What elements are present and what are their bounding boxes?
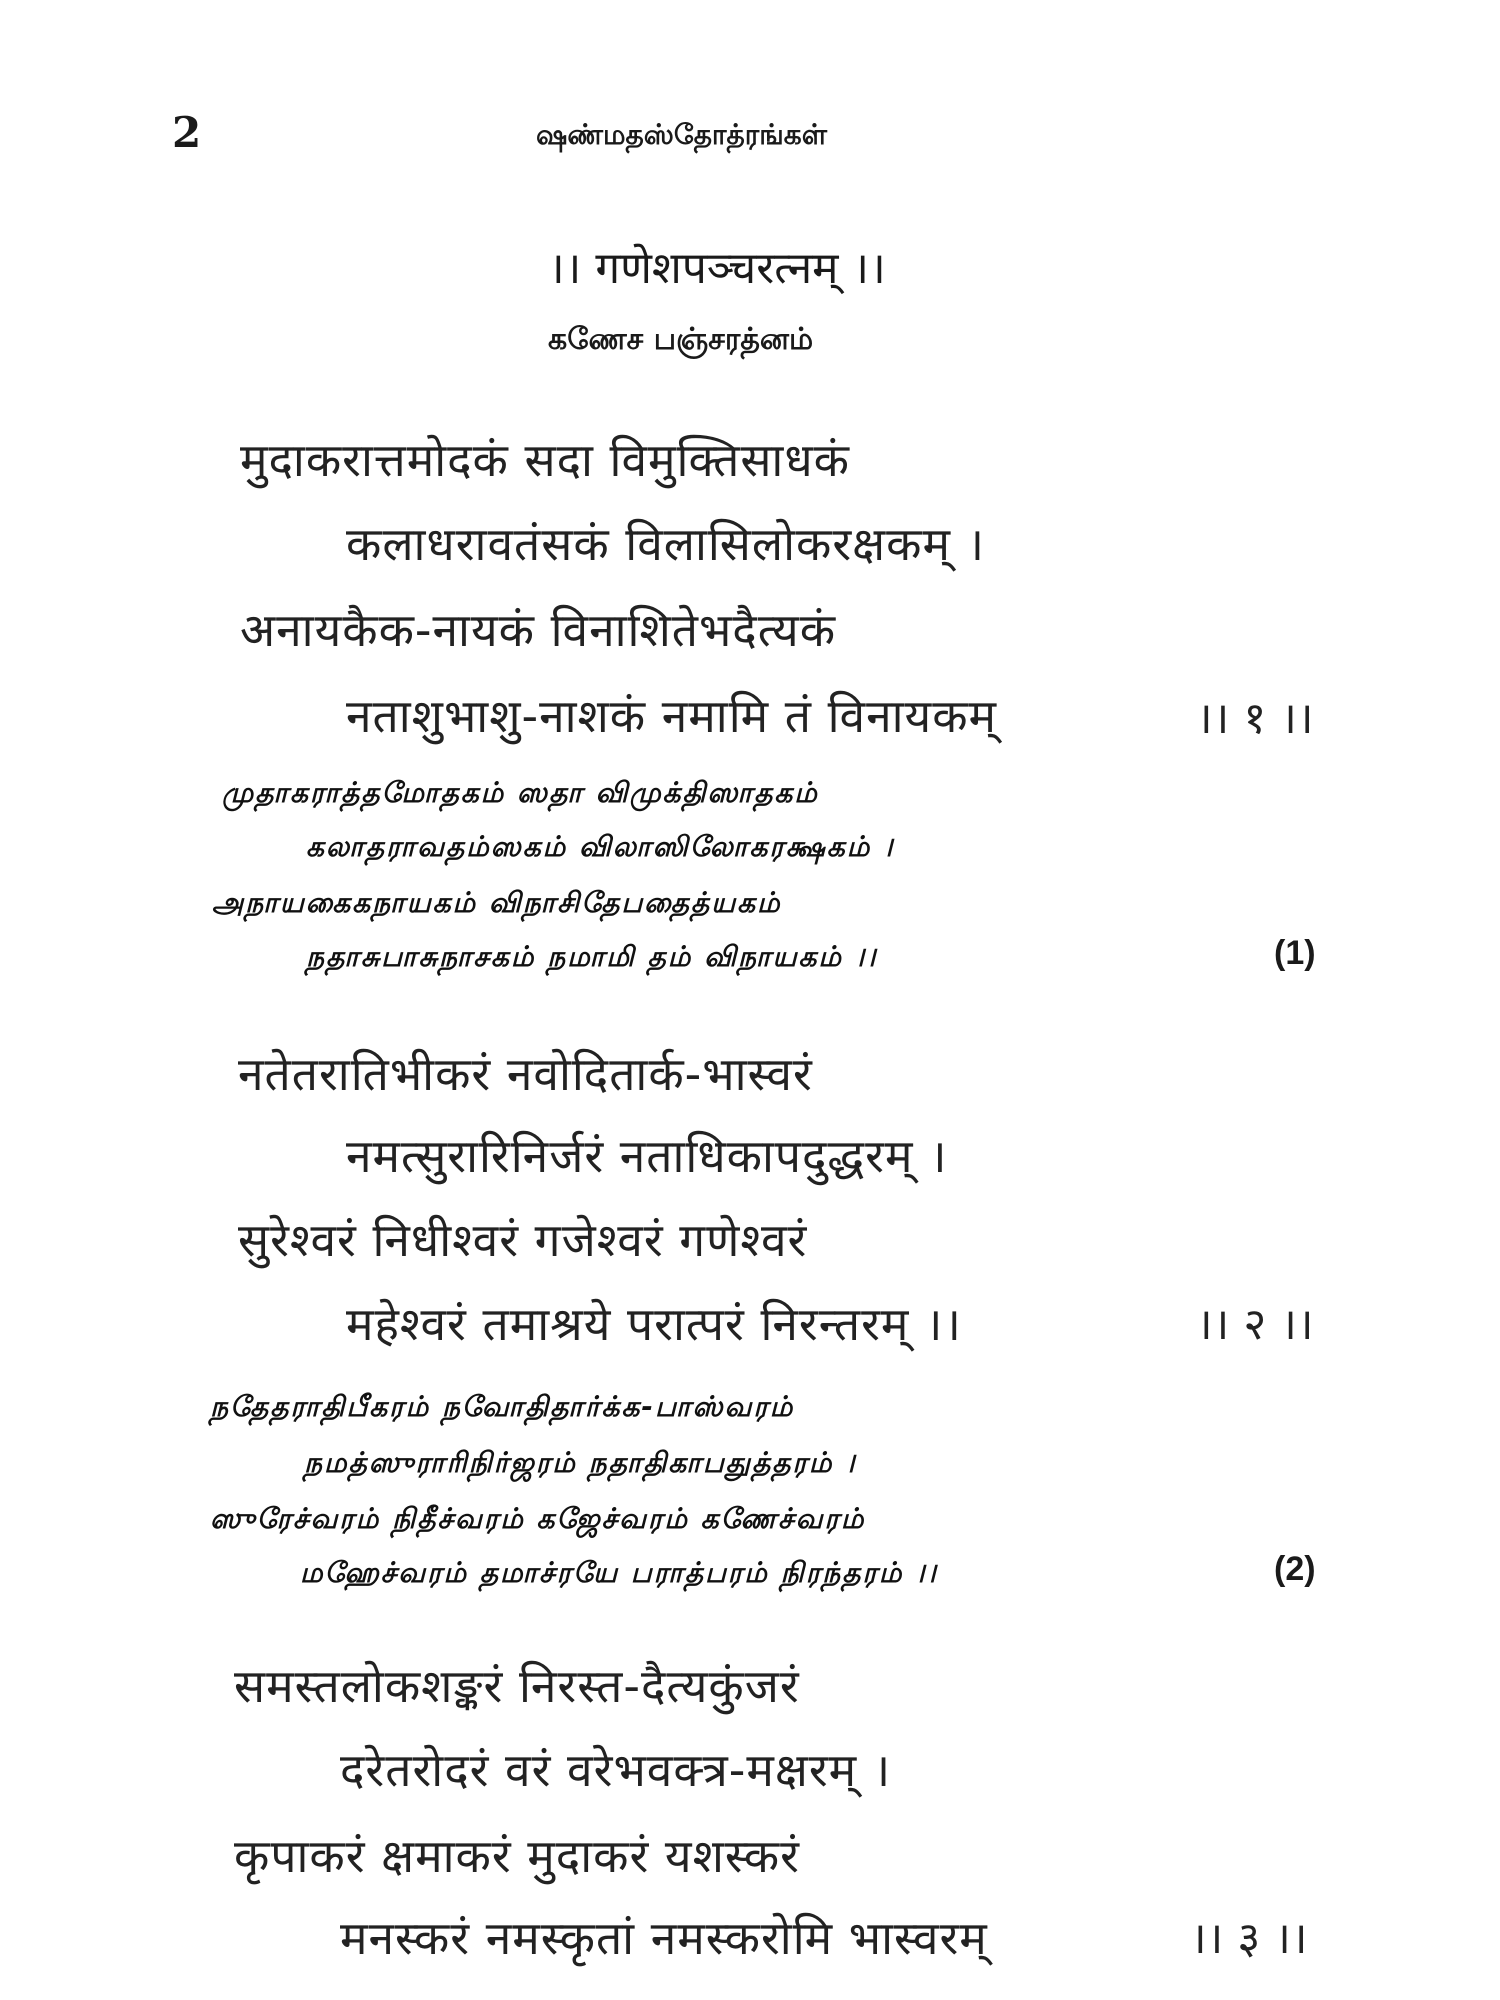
verse-3-devanagari-line-1: समस्तलोकशङ्करं निरस्त-दैत्यकुंजरं [234,1659,800,1713]
verse-1-devanagari-line-2: कलाधरावतंसकं विलासिलोकरक्षकम् । [346,517,986,571]
verse-1-devanagari-line-4: नताशुभाशु-नाशकं नमामि तं विनायकम् [346,689,998,743]
running-header: ஷண்மதஸ்தோத்ரங்கள் [536,118,827,151]
verse-2-devanagari-line-3: सुरेश्वरं निधीश्वरं गजेश्वरं गणेश्वरं [238,1213,808,1267]
verse-2-tamil-line-2: நமத்ஸுராரிநிர்ஜரம் நதாதிகாபதுத்தரம் । [304,1446,857,1479]
verse-1-devanagari-number: ।। १ ।। [1196,693,1314,744]
page-number: 2 [172,108,202,157]
verse-2-tamil-line-1: நதேதராதிபீகரம் நவோதிதார்க்க-பாஸ்வரம் [210,1390,795,1423]
verse-1-tamil-number: (1) [1274,934,1316,972]
verse-1-tamil-line-2: கலாதராவதம்ஸகம் விலாஸிலோகரக்ஷகம் । [306,830,895,863]
verse-2-tamil-line-3: ஸுரேச்வரம் நிதீச்வரம் கஜேச்வரம் கணேச்வரம் [210,1502,866,1535]
verse-2-tamil-number: (2) [1274,1550,1316,1588]
verse-3-devanagari-line-2: दरेतरोदरं वरं वरेभवक्त्र-मक्षरम् । [340,1743,892,1797]
verse-2-devanagari-number: ।। २ ।। [1196,1299,1314,1350]
verse-3-devanagari-line-3: कृपाकरं क्षमाकरं मुदाकरं यशस्करं [234,1829,800,1883]
verse-2-tamil-line-4: மஹேச்வரம் தமாச்ரயே பராத்பரம் நிரந்தரம் ।। [300,1556,938,1589]
verse-1-devanagari-line-3: अनायकैक-नायकं विनाशितेभदैत्यकं [240,603,837,657]
verse-1-tamil-line-1: முதாகராத்தமோதகம் ஸதா விமுக்திஸாதகம் [222,776,819,809]
title-tamil: கணேச பஞ்சரத்னம் [548,322,814,357]
verse-3-devanagari-number: ।। ३ ।। [1190,1913,1308,1964]
verse-2-devanagari-line-1: नतेतरातिभीकरं नवोदितार्क-भास्वरं [238,1047,813,1101]
verse-1-tamil-line-4: நதாசுபாசுநாசகம் நமாமி தம் விநாயகம் ।। [306,940,878,973]
title-devanagari: ।। गणेशपञ्चरत्नम् ।। [548,243,886,294]
verse-3-devanagari-line-4: मनस्करं नमस्कृतां नमस्करोमि भास्वरम् [340,1911,988,1965]
verse-2-devanagari-line-2: नमत्सुरारिनिर्जरं नताधिकापदुद्धरम् । [346,1129,948,1183]
verse-1-devanagari-line-1: मुदाकरात्तमोदकं सदा विमुक्तिसाधकं [240,433,850,487]
verse-2-devanagari-line-4: महेश्वरं तमाश्रये परात्परं निरन्तरम् ।। [346,1297,962,1351]
verse-1-tamil-line-3: அநாயகைகநாயகம் விநாசிதேபதைத்யகம் [212,886,782,919]
